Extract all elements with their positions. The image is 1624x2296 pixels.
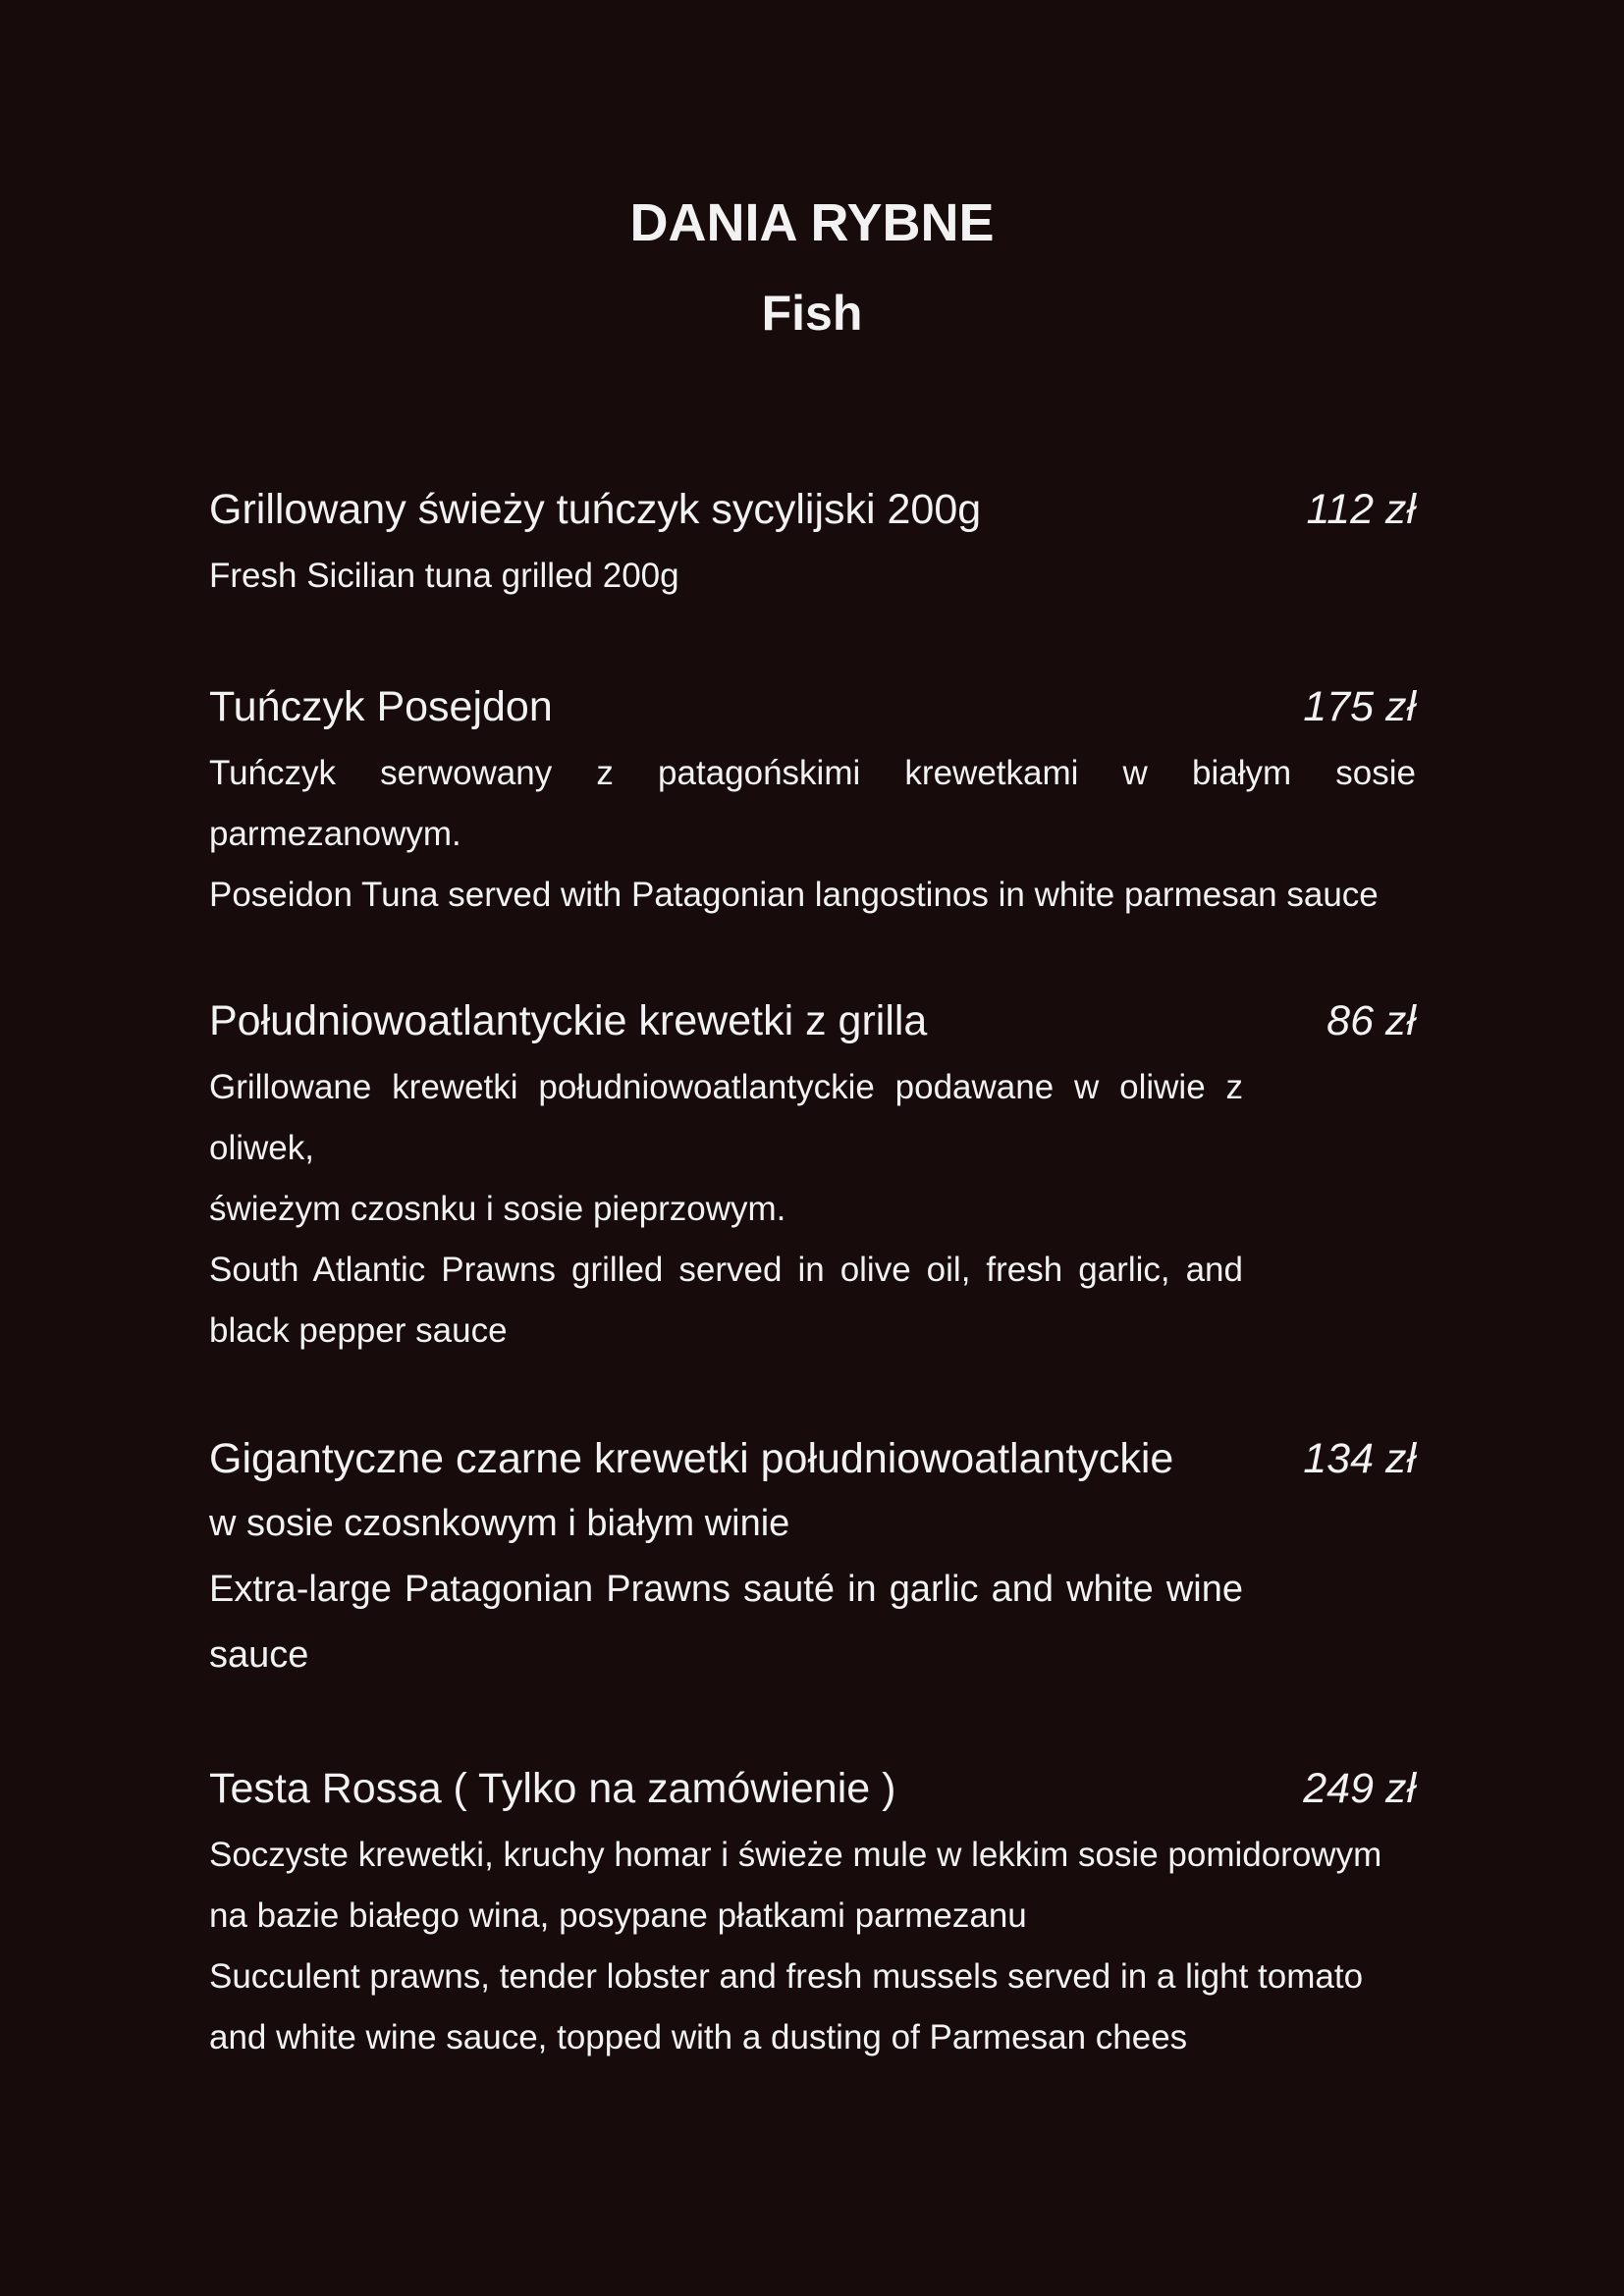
- menu-item-name: Testa Rossa ( Tylko na zamówienie ): [209, 1765, 896, 1812]
- menu-item-name: Tuńczyk Posejdon: [209, 683, 553, 730]
- menu-item-description-pl: Soczyste krewetki, kruchy homar i świeże mule w lekkim sosie pomidorowym na bazie białego wina, posypane płatkami parmezanu: [209, 1836, 1382, 1935]
- menu-item-header: [209, 485, 1416, 534]
- menu-item-price: 112 zł: [1306, 486, 1416, 533]
- menu-item: [209, 1764, 1416, 2068]
- menu-item-description-pl: w sosie czosnkowym i białym winie: [209, 1503, 790, 1544]
- menu-item-name: Południowoatlantyckie krewetki z grilla: [209, 997, 928, 1044]
- menu-item: [209, 996, 1416, 1362]
- menu-item-price: 249 zł: [1303, 1765, 1416, 1812]
- menu-item-description-pl: Grillowane krewetki południowoatlantyckie podawane w oliwie z oliwek,: [209, 1068, 1243, 1167]
- menu-item-description-en: South Atlantic Prawns grilled served in olive oil, fresh garlic, and black pepper sauce: [209, 1251, 1243, 1350]
- menu-item-description-pl-cont: świeżym czosnku i sosie pieprzowym.: [209, 1190, 786, 1228]
- menu-item: [209, 682, 1416, 926]
- menu-item-price: 175 zł: [1303, 683, 1416, 730]
- menu-item-header: [209, 1434, 1416, 1483]
- menu-item-header: [209, 682, 1416, 731]
- menu-item-header: [209, 996, 1416, 1045]
- menu-item: [209, 1434, 1416, 1688]
- menu-item-description-pl: Tuńczyk serwowany z patagońskimi krewetkami w białym sosie parmezanowym.: [209, 754, 1416, 853]
- menu-item-description-en: Poseidon Tuna served with Patagonian langostinos in white parmesan sauce: [209, 876, 1379, 914]
- menu-item-price: 86 zł: [1326, 997, 1416, 1044]
- menu-item-header: [209, 1764, 1416, 1813]
- menu-item-description: Fresh Sicilian tuna grilled 200g: [209, 557, 679, 595]
- menu-item-name: Gigantyczne czarne krewetki południowoatlantyckie: [209, 1435, 1174, 1482]
- page-subtitle: Fish: [761, 286, 863, 341]
- menu-item-price: 134 zł: [1303, 1435, 1416, 1482]
- menu-item-description-en: Succulent prawns, tender lobster and fresh mussels served in a light tomato and white wine sauce, topped with a dusting of Parmesan chees: [209, 1957, 1364, 2056]
- page-title: DANIA RYBNE: [629, 193, 995, 252]
- menu-item: [209, 485, 1416, 607]
- menu-item-description-en: Extra-large Patagonian Prawns sauté in garlic and white wine sauce: [209, 1569, 1243, 1676]
- menu-item-name: Grillowany świeży tuńczyk sycylijski 200g: [209, 486, 982, 533]
